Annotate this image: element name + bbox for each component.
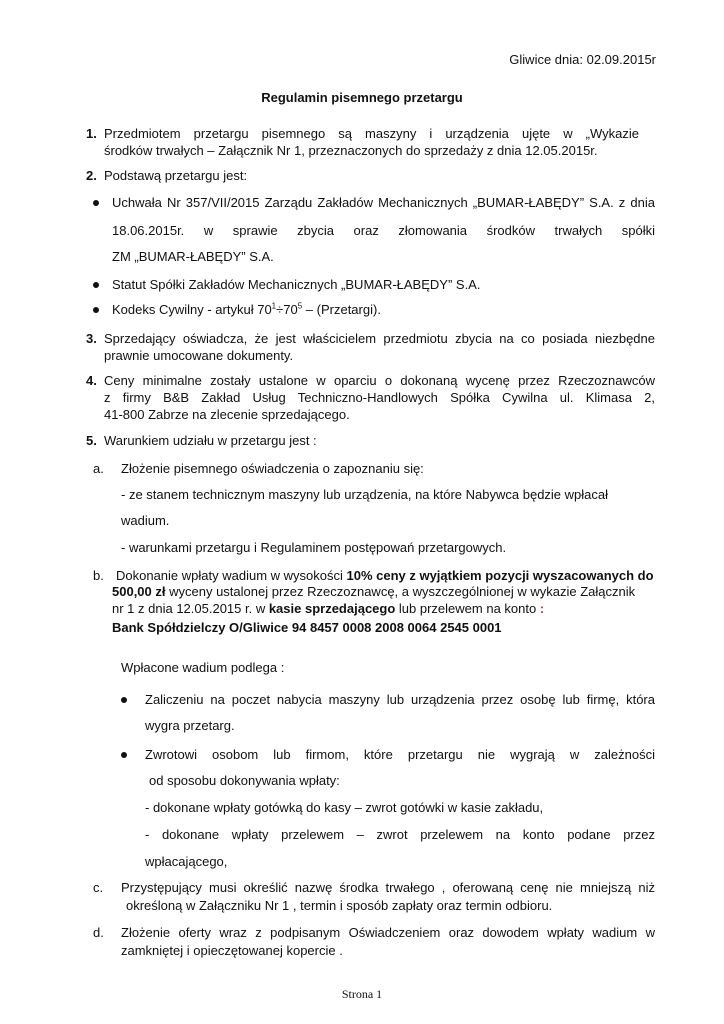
section-1-line-1: Przedmiotem przetargu pisemnego są maszyny i urządzenia ujęte w „Wykazie xyxy=(104,126,639,141)
section-3-line-1: Sprzedający oświadcza, że jest właścicielem przedmiotu zbycia na co posiada niezbędne xyxy=(104,331,655,346)
basis-item-resolution-line-1: Uchwała Nr 357/VII/2015 Zarządu Zakładów Mechanicznych „BUMAR-ŁABĘDY” S.A. z dnia xyxy=(112,195,655,210)
deposit-item-2-line-1: Zwrotowi osobom lub firmom, które przetargu nie wygrają w zależności xyxy=(145,747,655,762)
basis-item-civil-code: Kodeks Cywilny - artykuł $70^1\div 70^5$ – (Przetargi). xyxy=(112,301,381,317)
section-2-intro: Podstawą przetargu jest: xyxy=(104,168,248,183)
section-4-line-1: Ceny minimalne zostały ustalone w oparciu o dokonaną wycenę przez Rzeczoznawców xyxy=(104,373,655,388)
section-1-line-2: środków trwałych – Załącznik Nr 1, przeznaczonych do sprzedaży z dnia 12.05.2015r. xyxy=(104,143,598,158)
deposit-item-2-line-3: - dokonane wpłaty gotówką do kasy – zwrot gotówki w kasie zakładu, xyxy=(145,800,544,815)
section-1-number: 1. xyxy=(86,126,97,141)
deposit-item-2-line-2: od sposobu dokonywania wpłaty: xyxy=(149,773,340,788)
bullet-icon xyxy=(121,697,127,703)
condition-b-label: b. xyxy=(93,568,104,583)
section-5-intro: Warunkiem udziału w przetargu jest : xyxy=(104,433,317,448)
bullet-icon xyxy=(93,282,99,288)
deposit-item-1-line-2: wygra przetarg. xyxy=(145,718,235,733)
condition-c-line-1: Przystępujący musi określić nazwę środka trwałego , oferowaną cenę nie mniejszą niż xyxy=(121,880,655,895)
condition-c-label: c. xyxy=(93,880,104,895)
section-5-number: 5. xyxy=(86,433,97,448)
condition-d-line-1: Złożenie oferty wraz z podpisanym Oświadczeniem oraz dowodem wpłaty wadium w xyxy=(121,925,655,940)
section-2-number: 2. xyxy=(86,168,97,183)
basis-item-statute: Statut Spółki Zakładów Mechanicznych „BUMAR-ŁABĘDY” S.A. xyxy=(112,277,481,292)
condition-a-line-2: - ze stanem technicznym maszyny lub urządzenia, na które Nabywca będzie wpłacał xyxy=(121,487,609,502)
condition-a-line-1: Złożenie pisemnego oświadczenia o zapoznaniu się: xyxy=(121,461,424,476)
section-4-line-2: z firmy B&B Zakład Usług Techniczno-Handlowych Spółka Cywilna ul. Klimasa 2, xyxy=(104,390,655,405)
bullet-icon xyxy=(121,752,127,758)
deposit-item-2-line-5: wpłacającego, xyxy=(145,854,228,869)
basis-item-resolution-line-2: 18.06.2015r. w sprawie zbycia oraz złomowania środków trwałych spółki xyxy=(112,223,655,238)
condition-a-label: a. xyxy=(93,461,104,476)
condition-b-line-2: 500,00 zł wyceny ustalonej przez Rzeczoznawcę, a wyszczególnionej w wykazie Załącznik xyxy=(112,584,636,599)
deposit-item-1-line-1: Zaliczeniu na poczet nabycia maszyny lub urządzenia przez osobę lub firmę, która xyxy=(145,692,655,707)
section-4-number: 4. xyxy=(86,373,97,388)
bullet-icon xyxy=(93,307,99,313)
basis-item-resolution-line-3: ZM „BUMAR-ŁABĘDY” S.A. xyxy=(112,249,274,264)
condition-a-line-4: - warunkami przetargu i Regulaminem postępowań przetargowych. xyxy=(121,540,507,555)
bank-account: Bank Spółdzielczy O/Gliwice 94 8457 0008 2008 0064 2545 0001 xyxy=(112,620,502,635)
condition-d-label: d. xyxy=(93,925,104,940)
section-3-number: 3. xyxy=(86,331,97,346)
page-number: Strona 1 xyxy=(341,987,383,1001)
document-date: Gliwice dnia: 02.09.2015r xyxy=(509,52,656,67)
document-title: Regulamin pisemnego przetargu xyxy=(261,90,463,105)
condition-d-line-2: zamkniętej i opieczętowanej kopercie . xyxy=(121,943,343,958)
deposit-item-2-line-4: - dokonane wpłaty przelewem – zwrot przelewem na konto podane przez xyxy=(145,827,655,842)
bullet-icon xyxy=(93,200,99,206)
deposit-intro: Wpłacone wadium podlega : xyxy=(121,660,285,675)
condition-b-line-3: nr 1 z dnia 12.05.2015 r. w kasie sprzedającego lub przelewem na konto : xyxy=(112,601,545,616)
condition-a-line-3: wadium. xyxy=(121,513,170,528)
condition-c-line-2: określoną w Załączniku Nr 1 , termin i sposób zapłaty oraz termin odbioru. xyxy=(126,898,553,913)
section-3-line-2: prawnie umocowane dokumenty. xyxy=(104,348,294,363)
condition-b-line-1: Dokonanie wpłaty wadium w wysokości 10% ceny z wyjątkiem pozycji wyszacowanych do xyxy=(116,568,654,583)
section-4-line-3: 41-800 Zabrze na zlecenie sprzedającego. xyxy=(104,407,350,422)
